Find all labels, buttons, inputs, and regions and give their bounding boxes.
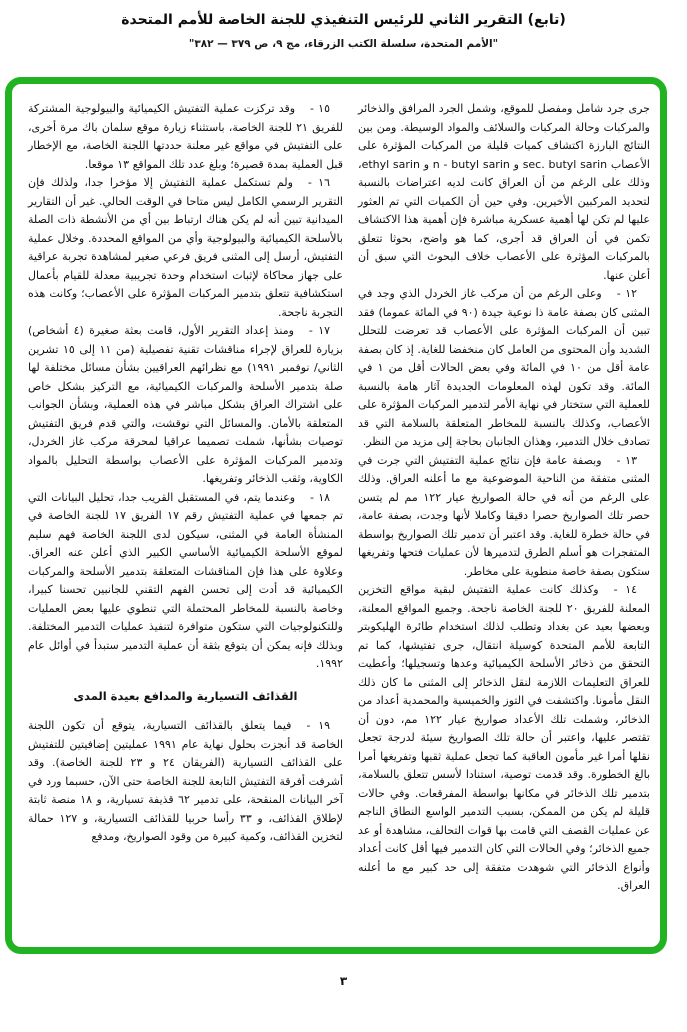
paragraph-text: وكذلك كانت عملية التفتيش لبقية مواقع التخزين المعلنة للفريق ٢٠ للجنة الخاصة ناجحة. وجميع المواقع المعلنة، وبعضها بعيد عن بغداد وتطلب لذلك استخدام طائرة الهليكوبتر التابعة للأمم المتحدة كوسيلة انتقال، جرى تفتيشها، كما تم التحقق من ذخائر الأسلحة الكيميائية وعدها وتسجيلها؛ وأعطيت للعراق التعليمات اللازمة لنقل الذخائر إلى المثنى ما كان ذلك النقل مأمونا. واكتشفت في التوز والخميسية والمحمدية أعداد من الذخائر، وشملت تلك الأعداد صواريخ عيار ١٢٢ مم، دون أن تقتصر عليها، واعتبر أن حالة تلك الصواريخ سيئة لدرجة تجعل نقلها أمرا غير مأمون العاقبة كما تجعل عملية ثقبها وتفريغها أمرا بالغ الخطورة. وقد قدمت توصية، استنادا لأسس تتعلق بالسلامة، بتدمير تلك الذخائر في مكانها بواسطة المفرقعات. وفي حالات قليلة لم يكن من الممكن، بسبب التدمير الواسع النطاق الناجم عن عمليات القصف التي قامت بها قوات التحالف، مشاهدة أو عد جميع الذخائر؛ وفي الحالات التي كان التدمير فيها أقل كانت أعداد وأنواع الذخائر التي شوهدت متفقة إلى حد كبير مع ما أعلنه العراق. (358, 583, 650, 892)
paragraph-number: ١٧ - (308, 324, 331, 337)
paragraph (358, 452, 650, 582)
paragraph (358, 285, 650, 452)
paragraph-number: ١٩ - (306, 719, 331, 732)
paragraph-text: وبصفة عامة فإن نتائج عملية التفتيش التي جرت في المثنى متفقة من الناحية الموضوعية مع ما أعلنه العراق. وذلك على الرغم من أنه في حالة الصواريخ عيار ١٢٢ مم لم يتسن حصر تلك الصواريخ حصرا دقيقا وكاملا لأنها وجدت، بصفة عامة، في حالة خطرة للغاية. وقد اعتبر أن تدمير تلك الصواريخ بواسطة المتفجرات هو أسلم الطرق لتدميرها لأن عمليات فتحها وتفريغها ستكون بصفة خاصة منطوية على مخاطر. (358, 453, 650, 578)
paragraph-text: وعندما يتم، في المستقبل القريب جدا، تحليل البيانات التي تم جمعها في عملية التفتيش رقم ١٧ الفريق ١٧ للجنة الخاصة في المنشأة العامة في المثنى، سيكون لدى اللجنة الخاصة فهم سليم لموقع الأسلحة الكيميائية الأساسي الكبير الذي أعلن عنه العراق. وعلاوة على هذا فإن المناقشات المتعلقة بتدمير الأسلحة والمركبات الكيميائية قد أدت إلى تحسن الفهم التقني للجانبين تحسنا كبيرا، وخاصة بالنسبة للمخاطر المحتملة التي تنطوي عليها بعض العمليات وللتكنولوجيات التي ستكون متوافرة لتنفيذ عمليات التدمير المختلفة. وبذلك فإنه يمكن أن يتوقع بثقة أن عملية التدمير ستبدأ في أوائل عام ١٩٩٢. (28, 490, 343, 670)
paragraph-number: ١٢ - (616, 287, 638, 300)
paragraph (28, 322, 343, 489)
page-number: ٣ (339, 974, 348, 988)
paragraph (28, 489, 343, 674)
paragraph (358, 581, 650, 896)
section-heading: القذائف التسيارية والمدافع بعيدة المدى (73, 688, 298, 703)
column-left (28, 100, 343, 947)
paragraph (28, 174, 343, 322)
paragraph-number: ١٣ - (616, 453, 637, 467)
paragraph-number: ١٤ - (613, 583, 638, 596)
paragraph-text: وقد تركزت عملية التفتيش الكيميائية والبيولوجية المشتركة للفريق ٢١ للجنة الخاصة، باستثناء زيارة موقع سلمان باك مرة أخرى، على التفتيش في مواقع غير معلنة حددتها اللجنة الخاصة، مع الإخطار قبل العملية بمدة قصيرة؛ وبلغ عدد تلك المواقع ١٣ موقعا. (28, 102, 343, 171)
document-header (0, 12, 687, 50)
paragraph-number: ١٥ - (310, 102, 330, 115)
two-column-layout (12, 84, 660, 947)
paragraph-number: ١٨ - (310, 490, 331, 504)
paragraph-text: وعلى الرغم من أن مركب غاز الخردل الذي وجد في المثنى كان بصفة عامة ذا نوعية جيدة (٩٠ في المائة عموما) فقد تبين أن المركبات المؤثرة على الأعصاب قد تعرضت للتحلل الشديد وأن المحتوى من العامل كان منخفضا للغاية. إذ كان بصفة عامة أقل من ١٠ في المائة وفي بعض الحالات أقل من ١ في المائة. وقد تكون لهذه المعلومات الجديدة آثار هامة بالنسبة للعملية التي ستختار في نهاية الأمر لتدمير المركبات المؤثرة على الأعصاب، وكذلك بالنسبة للمخاطر المتعلقة بالسلامة التي قد تصادف خلال التدمير، وهذان الجانبان بحاجة إلى مزيد من النظر. (358, 287, 650, 448)
paragraph-number: ١٦ - (307, 176, 330, 189)
content-frame (5, 77, 667, 954)
paragraph (28, 100, 343, 174)
paragraph-text: جرى جرد شامل ومفصل للموقع، وشمل الجرد المرافق والذخائر والمركبات وحالة المركبات والسلائف والمواد الوسيطة. ومن بين النتائج البارزة اكتشاف كميات قليلة من المركبات المؤثرة على الأعصاب sec. butyl sarin و n - butyl sarin و ethyl sarin، وذلك على الرغم من أن العراق كانت لديه اعتراضات بالنسبة لتحديد المركبين الأخيرين. وفي حين أن الكميات التي تم العثور عليها لم تكن لها أهمية عسكرية مباشرة فإن أهمية هذا الاكتشاف تكمن في أن العراق قد أجرى، كما هو واضح، بحوثا تتعلق بالمركبات المؤثرة على الأعصاب خلاف البحوث التي سبق أن أعلن عنها. (358, 102, 650, 282)
column-right (358, 100, 650, 947)
paragraph (358, 100, 650, 285)
paragraph-text: ولم تستكمل عملية التفتيش إلا مؤخرا جدا، ولذلك فإن التقرير الرسمي الكامل ليس متاحا في الوقت الحالي. غير أن التقارير الميدانية تبين أنه لم يكن هناك ارتباط بين أي من الأنشطة ذات الصلة بالأسلحة الكيميائية والبيولوجية وأي من المواقع المحددة. وخلال عملية التفتيش، أرسل إلى المثنى فريق فرعي صغير لمشاهدة تجربة عراقية على جهاز محاكاة لإثبات استخدام وحدة تجريبية معدلة للقيام بأعمال استكشافية تتعلق بتدمير المركبات المؤثرة على الأعصاب؛ وكانت هذه التجربة ناجحة. (28, 176, 343, 319)
paragraph-text: ومنذ إعداد التقرير الأول، قامت بعثة صغيرة (٤ أشخاص) بزيارة للعراق لإجراء مناقشات تقنية تفصيلية (من ١١ إلى ١٥ تشرين الثاني/ نوفمبر ١٩٩١) مع نظرائهم العراقيين بشأن مسائل مختلفة لها صلة بتدمير الأسلحة والمركبات الكيميائية، مع التركيز بشكل خاص على اشتراك العراق بشكل مباشر في هذه العملية، وبشأن الجوانب المتعلقة بالأمان. والمسائل التي نوقشت، والتي قدم فريق التفتيش توصيات بشأنها، شملت تصميما عراقيا لمحرقة مركب غاز الخردل، وتدمير المركبات المؤثرة على الأعصاب بواسطة التحليل بالمواد الكاوية، وثقب الذخائر وتفريغها. (28, 324, 343, 485)
paragraph-text: فيما يتعلق بالقذائف التسيارية، يتوقع أن تكون اللجنة الخاصة قد أنجزت بحلول نهاية عام ١٩٩١ عمليتين إضافيتين للتفتيش على القذائف التسيارية (الفريقان ٢٤ و ٢٣ للجنة الخاصة). وقد أشرفت أفرقة التفتيش التابعة للجنة الخاصة حتى الآن، حسبما ورد في آخر البيانات المنقحة، على تدمير ٦٢ قذيفة تسيارية، و ١٨ منصة ثابتة لإطلاق القذائف، و ٣٣ رأسا حربيا للقذائف التسيارية، و ١٢٧ حمالة لتخزين القذائف، وكمية كبيرة من وقود الصواريخ، ومدفع (28, 719, 344, 843)
paragraph (28, 717, 343, 847)
page-subtitle: "الأمم المتحدة، سلسلة الكتب الزرقاء، مج ٩، ص ٣٧٩ — ٣٨٢" (188, 38, 499, 50)
page-title: (تابع) التقرير الثاني للرئيس التنفيذي للجنة الخاصة للأمم المتحدة (121, 12, 566, 28)
